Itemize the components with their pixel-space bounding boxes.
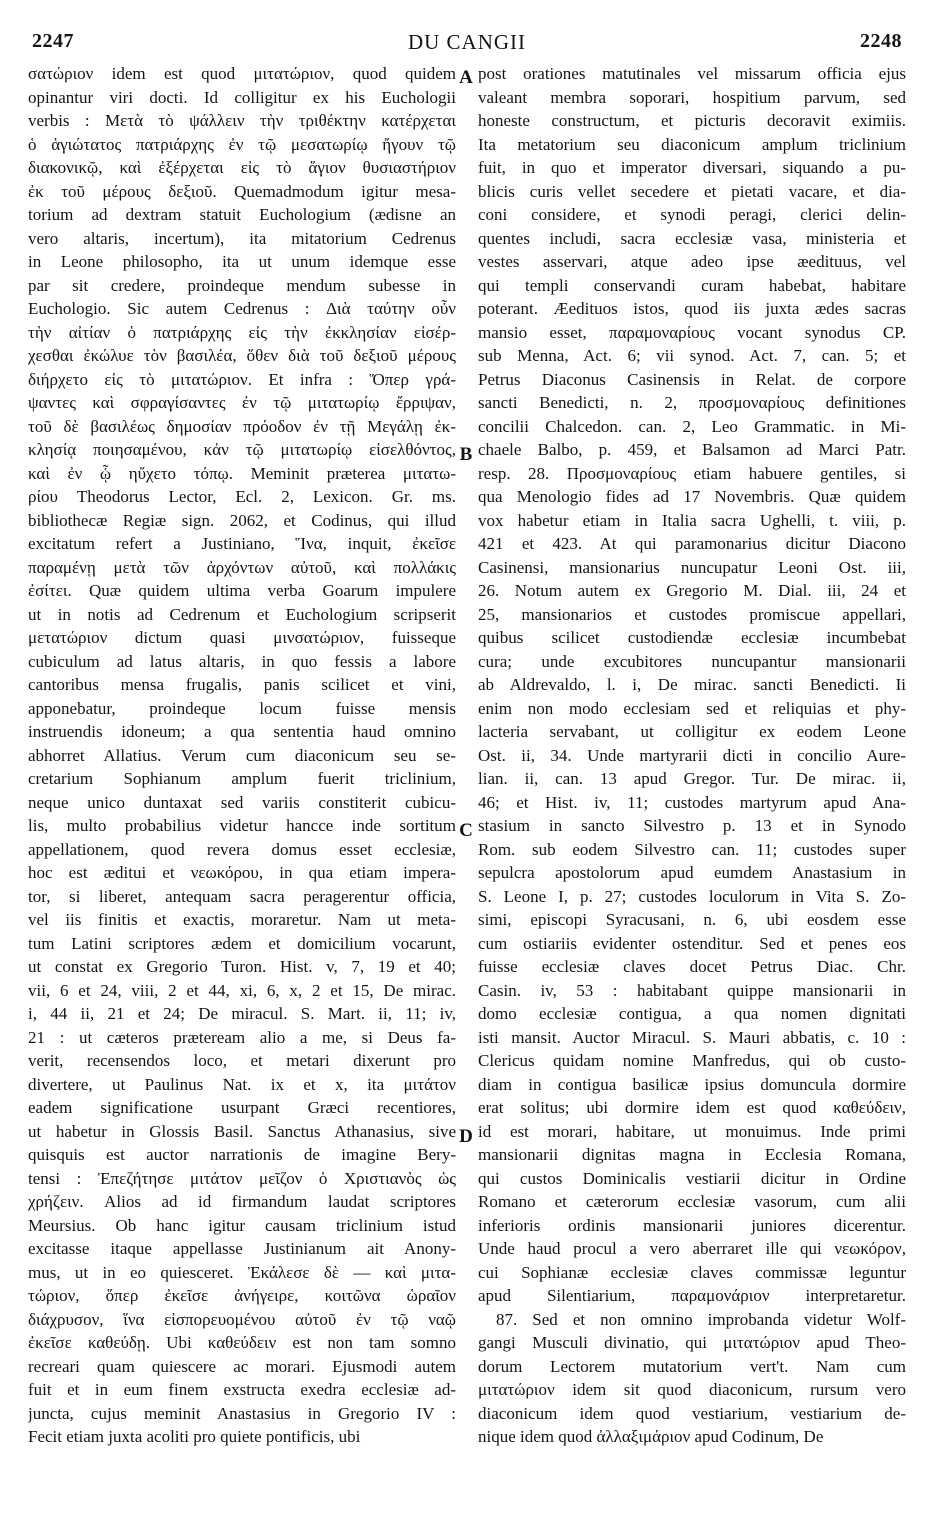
left-column [28, 62, 456, 1449]
text-line: par sit credere, proindeque mendum subesse in [28, 275, 456, 295]
text-line: Meursius. Ob hanc igitur causam triclinium istud [28, 1215, 456, 1235]
text-line: resp. 28. Προσμοναρίους etiam habuere gentiles, si [478, 463, 906, 483]
text-line: Petrus Diaconus Casinensis in Relat. de corpore [478, 369, 906, 389]
text-line: ἐσίτει. Quæ quidem ultima verba Goarum impulere [28, 581, 456, 600]
section-marker-a: A [459, 67, 473, 88]
text-line: coni considere, et synodi peragi, clerici delin- [478, 205, 906, 224]
text-line: poterant. Æedituos istos, quod iis juxta ædes sacras [478, 299, 906, 318]
text-line: ab Aldrevaldo, l. i, De mirac. sancti Benedicti. Ii [478, 675, 906, 694]
text-line: lis, multo probabilius videtur hancce inde sortitum [28, 816, 456, 835]
text-line: 26. Notum autem ex Gregorio M. Dial. iii, 24 et [478, 581, 906, 600]
text-line: enim non modo ecclesiam sed et reliquias et phy- [478, 698, 906, 718]
text-line: Fecit etiam juxta acoliti pro quiete pontificis, ubi [28, 1427, 361, 1446]
text-line: cum ostiariis evidenter ostenditur. Sed et penes eos [478, 933, 906, 953]
text-line: παραμένῃ μετὰ τῶν ἀρχόντων αὐτοῦ, καὶ πολλάκις [28, 557, 456, 577]
text-line: vestes asservari, atque adeo ipse æedituus, vel [478, 252, 906, 271]
text-line: fuisse ecclesiæ claves docet Petrus Diac. Chr. [478, 957, 906, 976]
text-line: excitatum refert a Justiniano, Ἵνα, inquit, ἐκεῖσε [28, 534, 456, 553]
text-line: ut in notis ad Cedrenum et Euchologium scripserit [28, 604, 456, 624]
text-line: eadem significatione usurpant Græci recentiores, [28, 1098, 456, 1117]
text-line: Rom. sub eodem Silvestro can. 11; custodes super [478, 839, 906, 859]
page-header [22, 30, 912, 60]
text-line: Ita metatorium seu diaconicum amplum triclinium [478, 134, 906, 154]
text-line: isti mansit. Auctor Miracul. S. Mauri abbatis, c. 10 : [478, 1027, 906, 1047]
text-line: nique idem quod ἀλλαξιμάριον apud Codinum, De [478, 1427, 824, 1446]
text-line: 25, mansionarios et custodes promiscue appellari, [478, 604, 906, 624]
text-line: instruendis idoneum; a qua sententia haud omnino [28, 722, 456, 741]
text-line: μετατώριον dictum quasi μινσατώριον, fuisseque [28, 628, 456, 647]
text-line: sub Menna, Act. 6; vii synod. Act. 7, can. 5; et [478, 346, 906, 365]
text-line: cantoribus mensa frugalis, panis scilicet et vini, [28, 675, 456, 694]
text-line: diam in contigua basilicæ ipsius domuncula dormire [478, 1074, 906, 1094]
text-line: Casin. iv, 53 : habitabant quippe mansionarii in [478, 980, 906, 1000]
text-line: διακονικῷ, καὶ ἐξέρχεται εἰς τὸ ἅγιον θυσιαστήριον [28, 158, 456, 177]
text-line: ἐκ τοῦ μέρους δεξιοῦ. Quemadmodum igitur mesa- [28, 181, 456, 201]
text-line: hoc est æditui et νεωκόρου, in qua etiam impera- [28, 863, 456, 882]
text-line: τὴν αἰτίαν ὁ πατριάρχης εἰς τὴν ἐκκλησίαν εἰσέρ- [28, 322, 456, 342]
text-line: quibus scilicet custodiendæ ecclesiæ incumbebat [478, 628, 906, 647]
text-line: τώριον, ὅπερ ἐκεῖσε ἀνήγειρε, κοιτῶνα ὡραῖον [28, 1286, 456, 1305]
text-line: qui custos Dominicalis vestiarii dicitur in Ordine [478, 1168, 906, 1188]
text-line: tensi : Ἐπεζήτησε μιτάτον μεῖζον ὁ Χριστιανὸς ὡς [28, 1168, 456, 1188]
text-line: sepulcra apostolorum apud eumdem Anastasium in [478, 863, 906, 882]
text-line: Unde haud procul a vero aberraret ille qui νεωκόρον, [478, 1239, 906, 1258]
text-line: cura; unde excubitores nuncupantur mansionarii [478, 651, 906, 671]
text-line: ψαντες καὶ σφραγίσαντες ἐν τῷ μιτατωρίῳ ἔρριψαν, [28, 393, 456, 412]
text-line: opinantur viri docti. Id colligitur ex his Euchologii [28, 87, 456, 107]
text-line: torium ad dextram statuit Euchologium (ædisne an [28, 205, 456, 224]
text-line: lacteria servabant, ut colligitur ex eodem Leone [478, 722, 906, 741]
text-line: bibliothecæ Regiæ sign. 2062, et Codinus, qui illud [28, 510, 456, 530]
text-line: recreari quam quiescere ac morari. Ejusmodi autem [28, 1356, 456, 1376]
text-line: sancti Benedicti, n. 2, προσμοναρίους definitiones [478, 393, 906, 412]
text-line: inferioris ordinis mansionarii juniores dicerentur. [478, 1215, 906, 1235]
text-line: ὁ ἁγιώτατος πατριάρχης ἐν τῷ μεσατωρίῳ ἤγουν τῷ [28, 134, 456, 154]
text-line: μιτατώριον idem sit quod diaconicum, rursum vero [478, 1380, 906, 1399]
text-line: id est morari, habitare, ut monuimus. Inde primi [478, 1121, 906, 1141]
text-line: vii, 6 et 24, viii, 2 et 44, xi, 6, x, 2 et 15, De mirac. [28, 980, 456, 1000]
text-line: 87. Sed et non omnino improbanda videtur Wolf- [496, 1309, 906, 1329]
text-line: quisquis est auctor narrationis de imagine Bery- [28, 1145, 456, 1164]
text-line: qui templi conservandi curam habebat, habitare [478, 275, 906, 295]
section-marker-d: D [459, 1126, 473, 1147]
text-line: ut habetur in Glossis Basil. Sanctus Athanasius, sive [28, 1121, 456, 1141]
text-line: mansio esset, παραμοναρίους vocant synodus CP. [478, 322, 906, 342]
section-marker-c: C [459, 820, 473, 841]
text-line: vox habetur etiam in Italia sacra Ughelli, t. viii, p. [478, 510, 906, 530]
text-line: mus, ut in eo quiesceret. Ἐκάλεσε δὲ — καὶ μιτα- [28, 1262, 456, 1282]
text-line: juncta, cujus meminit Anastasius in Gregorio IV : [28, 1403, 456, 1423]
text-line: erat solitus; ubi dormire idem est quod καθεύδειν, [478, 1098, 906, 1117]
page-number-right: 2248 [860, 30, 902, 52]
text-line: διάχρυσον, ἵνα εἰσπορευομένου αὐτοῦ ἐν τῷ ναῷ [28, 1309, 456, 1329]
text-line: S. Leone I, p. 27; custodes loculorum in Vita S. Zo- [478, 886, 906, 906]
text-line: excitasse itaque appellasse Justinianum ait Anony- [28, 1239, 456, 1258]
text-line: Ost. ii, 34. Unde martyrarii dicti in concilio Aure- [478, 745, 906, 765]
text-line: vero altaris, incertum), ita mitatorium Cedrenus [28, 228, 456, 248]
text-line: 46; et Hist. iv, 11; custodes martyrum apud Ana- [478, 792, 906, 812]
text-line: diaconicum idem quod vestiarium, vestiarium de- [478, 1403, 906, 1423]
text-line: honeste constructum, et picturis decoravit eximiis. [478, 111, 906, 130]
text-line: stasium in sancto Silvestro p. 13 et in Synodo [478, 816, 906, 835]
text-line: 21 : ut cæteros præteream alio a me, si Deus fa- [28, 1027, 456, 1047]
text-line: quentes includi, sacra ecclesiæ vasa, ministeria et [478, 228, 906, 248]
text-line: tum Latini scriptores ædem et domicilium vocarunt, [28, 933, 456, 953]
text-line: verit, recensendos loco, et metari dixerunt pro [28, 1051, 456, 1070]
text-line: σατώριον idem est quod μιτατώριον, quod quidem [28, 64, 456, 83]
text-line: gangi Musculi divinatio, qui μιτατώριον apud Theo- [478, 1333, 906, 1352]
text-line: dorum Lectorem mutatorium vert't. Nam cum [478, 1356, 906, 1376]
text-line: fuit et in eum finem exstructa exedra ecclesiæ ad- [28, 1380, 456, 1399]
text-line: appellationem, quod revera domus esset ecclesiæ, [28, 839, 456, 859]
text-line: simi, episcopi Syracusani, n. 6, ubi eosdem esse [478, 910, 906, 929]
text-line: apponebatur, proindeque locum fuisse mensis [28, 698, 456, 718]
text-line: διήρχετο εἰς τὸ μιτατώριον. Et infra : Ὅπερ γρά- [28, 369, 456, 389]
text-line: ut constat ex Gregorio Turon. Hist. v, 7, 19 et 40; [28, 957, 456, 976]
text-line: χρήζειν. Alios ad id firmandum laudat scriptores [28, 1192, 456, 1211]
section-marker-b: B [459, 444, 473, 465]
text-line: χεσθαι ἐκώλυε τὸν βασιλέα, ὅθεν διὰ τοῦ δεξιοῦ μέρους [28, 346, 456, 365]
text-line: 421 et 423. At qui paramonarius dicitur Diacono [478, 534, 906, 553]
text-line: κλησίᾳ ποιησαμένου, κἀν τῷ μιτατωρίῳ εἰσελθόντος, [28, 440, 456, 459]
text-line: qua Menologio fides ad 17 Novembris. Quæ quidem [478, 487, 906, 506]
text-line: neque unico duntaxat sed variis constiterit cubicu- [28, 792, 456, 812]
text-line: apud Silentiarium, παραμονάριον interpretaretur. [478, 1286, 906, 1305]
text-line: i, 44 ii, 21 et 24; De miracul. S. Mart. ii, 11; iv, [28, 1004, 456, 1023]
text-line: mansionarii dignitas magna in Ecclesia Romana, [478, 1145, 906, 1164]
text-line: divertere, ut Paulinus Nat. ix et x, ita μιτάτον [28, 1074, 456, 1094]
text-line: Casinensi, mansionarius nuncupatur Leoni Ost. iii, [478, 557, 906, 577]
text-line: cretarium Sophianum amplum fuerit triclinium, [28, 769, 456, 788]
text-line: cubiculum ad latus altaris, in quo fessis a labore [28, 651, 456, 671]
page-number-left: 2247 [32, 30, 74, 52]
text-line: abhorret Allatius. Verum cum diaconicum seu se- [28, 745, 456, 765]
text-line: verbis : Μετὰ τὸ ψάλλειν τὴν τριθέκτην κατέρχεται [28, 111, 456, 130]
text-line: ἐκεῖσε καθεύδῃ. Ubi καθεύδειν est non tam somno [28, 1333, 456, 1352]
text-line: lian. ii, can. 13 apud Gregor. Tur. De mirac. ii, [478, 769, 906, 788]
text-line: fuit, in quo et imperator diversari, siquando a pu- [478, 158, 906, 177]
text-line: τοῦ δὲ βασιλέως δημοσίαν πρόοδον ἐν τῇ Μεγάλῃ ἐκ- [28, 416, 456, 436]
text-line: tor, si liberet, antequam sacra peragerentur officia, [28, 886, 456, 906]
text-line: chaele Balbo, p. 459, et Balsamon ad Marci Patr. [478, 440, 906, 459]
running-title: DU CANGII [407, 30, 527, 54]
text-line: valeant membra soporari, hospitium parvum, sed [478, 87, 906, 107]
text-line: Romano et cæterorum ecclesiæ vasorum, cum alii [478, 1192, 906, 1211]
text-line: concilii Chalcedon. can. 2, Leo Grammatic. in Mi- [478, 416, 906, 436]
text-line: cui Sophianæ ecclesiæ claves commissæ leguntur [478, 1262, 906, 1282]
text-line: Euchologio. Sic autem Cedrenus : Διὰ ταύτην οὖν [28, 299, 456, 318]
text-line: blicis curis vellet secedere et pietati vacare, et dia- [478, 181, 906, 201]
text-line: domo ecclesiæ contigua, a qua nomen dignitati [478, 1004, 906, 1023]
text-line: καὶ ἐν ᾧ ηὔχετο τόπῳ. Meminit præterea μιτατω- [28, 463, 456, 483]
text-line: vel iis finitis et exactis, moraretur. Nam ut meta- [28, 910, 456, 929]
text-line: post orationes matutinales vel missarum officia ejus [478, 64, 906, 83]
right-column [478, 62, 906, 1449]
text-line: in Leone philosopho, ita ut unum idemque esse [28, 252, 456, 271]
text-line: ρίου Theodorus Lector, Ecl. 2, Lexicon. Gr. ms. [28, 487, 456, 506]
text-line: Clericus quidam nomine Manfredus, qui ob custo- [478, 1051, 906, 1070]
